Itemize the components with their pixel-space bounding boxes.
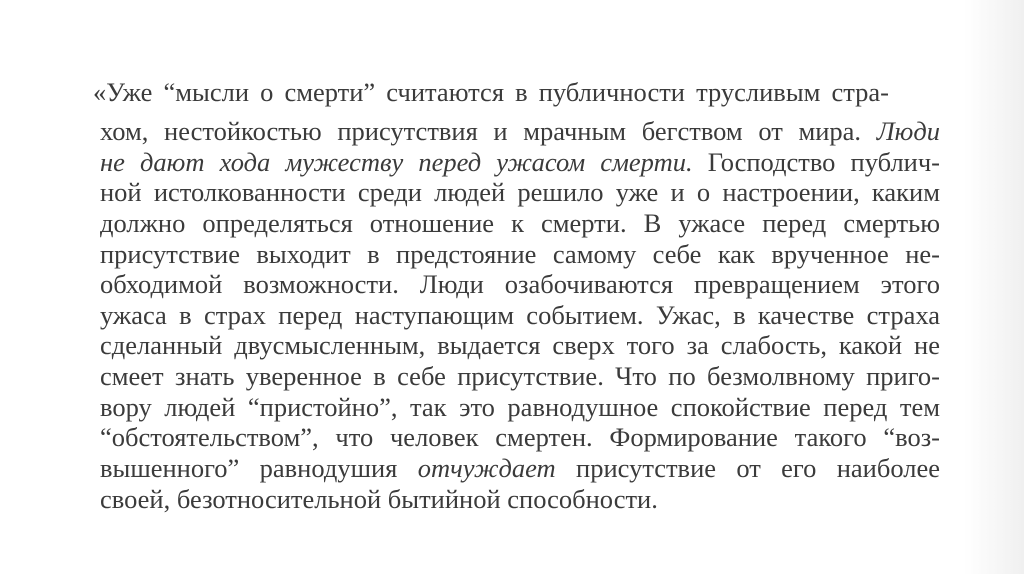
text-span: присутствие выходит в предстояние самому себе как врученное не- <box>100 239 940 269</box>
text-span: «Уже “мысли о смерти” считаются в публичности трусливым стра- <box>93 77 889 107</box>
text-span: Господство публич- <box>692 147 941 177</box>
text-line-last <box>100 484 658 515</box>
text-line <box>100 361 940 392</box>
text-line <box>100 208 940 239</box>
text-line <box>100 300 940 331</box>
text-span: своей, безотносительной бытийной способности. <box>100 484 658 514</box>
text-line <box>100 422 940 453</box>
text-span-italic: Люди <box>876 116 940 146</box>
text-line <box>100 392 940 423</box>
text-span: вышенного” равнодушия <box>100 453 418 483</box>
text-span: ной истолкованности среди людей решило уже и о настроении, каким <box>100 177 940 207</box>
text-span: хом, нестойкостью присутствия и мрачным бегством от мира. <box>100 116 877 146</box>
text-line <box>100 330 940 361</box>
text-span: вору людей “пристойно”, так это равнодушное спокойствие перед тем <box>100 392 940 422</box>
text-line <box>100 453 940 484</box>
text-span-italic: не дают хода мужеству перед ужасом смерти. <box>100 147 693 177</box>
text-line <box>100 116 940 147</box>
text-line <box>100 239 940 270</box>
text-span: смеет знать уверенное в себе присутствие. Что по безмолвному приго- <box>100 361 940 391</box>
text-span: ужаса в страх перед наступающим событием. Ужас, в качестве страха <box>100 300 940 330</box>
text-span: присутствие от его наиболее <box>555 453 940 483</box>
page-edge-shadow <box>964 0 1024 574</box>
text-line <box>100 147 940 178</box>
text-span: “обстоятельством”, что человек смертен. Формирование такого “воз- <box>100 422 940 452</box>
text-span: сделанный двусмысленным, выдается сверх того за слабость, какой не <box>100 330 940 360</box>
text-span: обходимой возможности. Люди озабочиваются превращением этого <box>100 269 940 299</box>
text-span-italic: отчуждает <box>417 453 556 483</box>
text-line <box>100 177 940 208</box>
text-line <box>100 269 940 300</box>
text-line <box>93 77 889 108</box>
text-span: должно определяться отношение к смерти. В ужасе перед смертью <box>100 208 940 238</box>
